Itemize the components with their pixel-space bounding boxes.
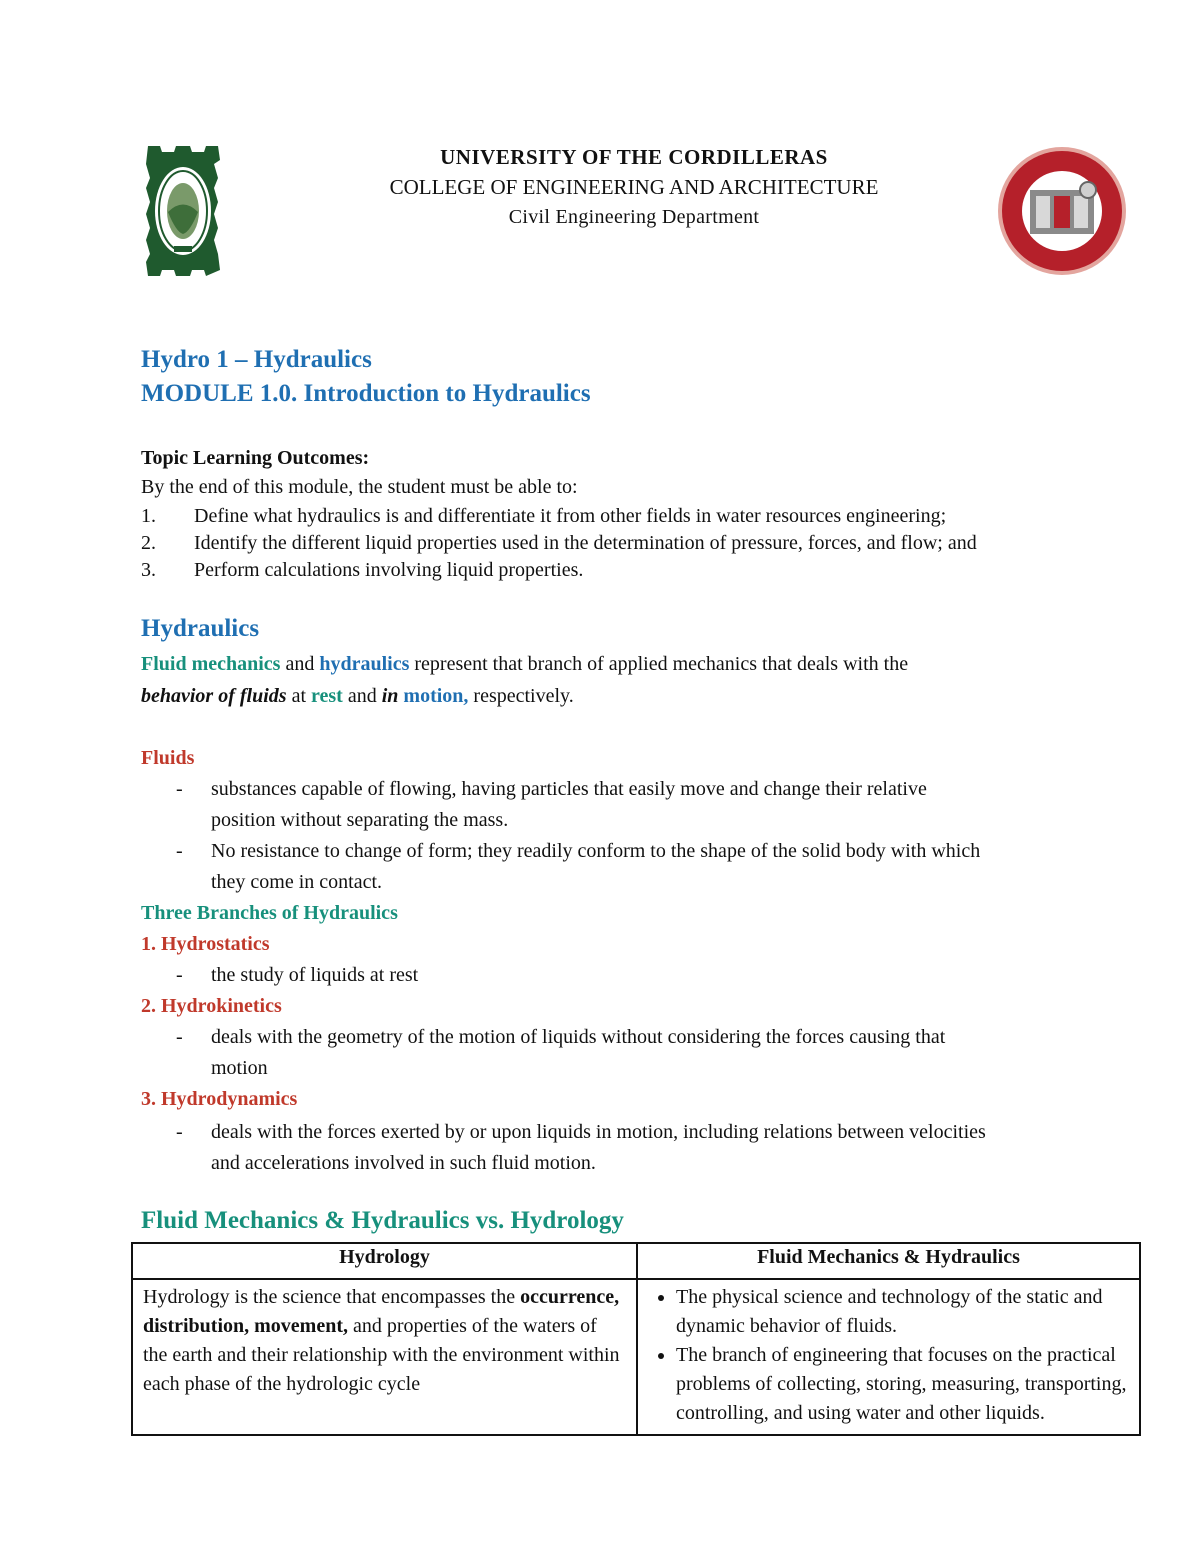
bullet-line: motion: [211, 1057, 268, 1079]
college-engineering-logo: [996, 142, 1128, 280]
list-item: • The branch of engineering that focuses on the practical problems of collecting, storing, measuring, transporting, controlling, and using water and other liquids.: [676, 1341, 1129, 1428]
hydrology-cell: [132, 1279, 637, 1435]
term-motion: motion,: [398, 685, 469, 707]
fluids-bullet-1: [176, 774, 1136, 836]
branches-heading: Three Branches of Hydraulics: [141, 902, 398, 924]
bullet-line: deals with the geometry of the motion of liquids without considering the forces causing that: [211, 1026, 946, 1048]
university-seal-logo: [140, 142, 226, 280]
term-in: in: [381, 685, 399, 707]
outcome-text: Perform calculations involving liquid properties.: [194, 559, 584, 581]
definition-text: and: [280, 653, 320, 675]
fluid-mechanics-list: [648, 1283, 1129, 1428]
fluids-bullet-2: [176, 836, 1136, 898]
dash-marker: -: [176, 840, 183, 862]
table-header-row: [132, 1243, 1140, 1279]
university-name: UNIVERSITY OF THE CORDILLERAS: [440, 145, 828, 169]
branch-title-hydrokinetics: 2. Hydrokinetics: [141, 995, 282, 1017]
branch-desc-hydrostatics: [176, 960, 1136, 991]
bullet-line: substances capable of flowing, having particles that easily move and change their relative: [211, 778, 927, 800]
term-behavior-of-fluids: behavior of fluids: [141, 685, 287, 707]
comparison-heading: Fluid Mechanics & Hydraulics vs. Hydrology: [141, 1207, 624, 1234]
bullet-line: the study of liquids at rest: [211, 964, 419, 986]
college-name: COLLEGE OF ENGINEERING AND ARCHITECTURE: [389, 175, 879, 199]
bullet-line: position without separating the mass.: [211, 809, 509, 831]
definition-text: respectively.: [468, 685, 574, 707]
bullet-line: they come in contact.: [211, 871, 383, 893]
branch-desc-hydrodynamics: [176, 1117, 1136, 1179]
table-row: [132, 1279, 1140, 1435]
column-header-fluid-mechanics: Fluid Mechanics & Hydraulics: [637, 1243, 1140, 1279]
fluids-heading: Fluids: [141, 747, 195, 769]
branch-desc-hydrokinetics: [176, 1022, 1136, 1084]
term-fluid-mechanics: Fluid mechanics: [141, 653, 281, 675]
bullet-line: No resistance to change of form; they readily conform to the shape of the solid body with which: [211, 840, 981, 862]
outcome-item-1: [141, 503, 946, 530]
hydrology-text: and properties of the waters of the earth and their relationship with the environment within each phase of the hydrologic cycle: [143, 1315, 620, 1395]
column-header-hydrology: Hydrology: [132, 1243, 637, 1279]
definition-text: represent that branch of applied mechanics that deals with the: [409, 653, 909, 675]
bullet-line: deals with the forces exerted by or upon liquids in motion, including relations between velocities: [211, 1121, 986, 1143]
definition-text: at: [286, 685, 311, 707]
dash-marker: -: [176, 964, 183, 986]
outcomes-heading: Topic Learning Outcomes:: [141, 447, 370, 469]
dash-marker: -: [176, 778, 183, 800]
department-name: Civil Engineering Department: [508, 206, 760, 228]
dash-marker: -: [176, 1026, 183, 1048]
fluid-mechanics-cell: [637, 1279, 1140, 1435]
outcomes-intro: By the end of this module, the student must be able to:: [141, 476, 578, 498]
branch-title-hydrostatics: 1. Hydrostatics: [141, 933, 270, 955]
outcome-number: 2.: [141, 532, 156, 554]
module-title: MODULE 1.0. Introduction to Hydraulics: [141, 380, 591, 407]
bullet-line: and accelerations involved in such fluid motion.: [211, 1152, 596, 1174]
hydraulics-heading: Hydraulics: [141, 615, 260, 642]
outcome-item-2: [141, 530, 977, 557]
term-rest: rest: [311, 685, 343, 707]
definition-text: and: [342, 685, 382, 707]
hydraulics-definition-line2: [141, 682, 574, 710]
list-item: • The physical science and technology of the static and dynamic behavior of fluids.: [676, 1283, 1129, 1341]
outcome-text: Define what hydraulics is and differentiate it from other fields in water resources engineering;: [194, 505, 947, 527]
hydrology-text: Hydrology is the science that encompasses the: [143, 1286, 521, 1308]
comparison-table: [131, 1242, 1141, 1436]
hydrology-bold-text: occurrence, distribution, movement,: [143, 1286, 620, 1337]
outcome-text: Identify the different liquid properties used in the determination of pressure, forces, and flow; and: [194, 532, 977, 554]
course-title: Hydro 1 – Hydraulics: [141, 346, 372, 373]
branch-title-hydrodynamics: 3. Hydrodynamics: [141, 1088, 298, 1110]
outcome-number: 1.: [141, 505, 156, 527]
dash-marker: -: [176, 1121, 183, 1143]
term-hydraulics: hydraulics: [319, 653, 410, 675]
hydraulics-definition: [141, 650, 1101, 678]
outcome-number: 3.: [141, 559, 156, 581]
outcome-item-3: [141, 557, 583, 584]
document-header: [300, 142, 968, 232]
